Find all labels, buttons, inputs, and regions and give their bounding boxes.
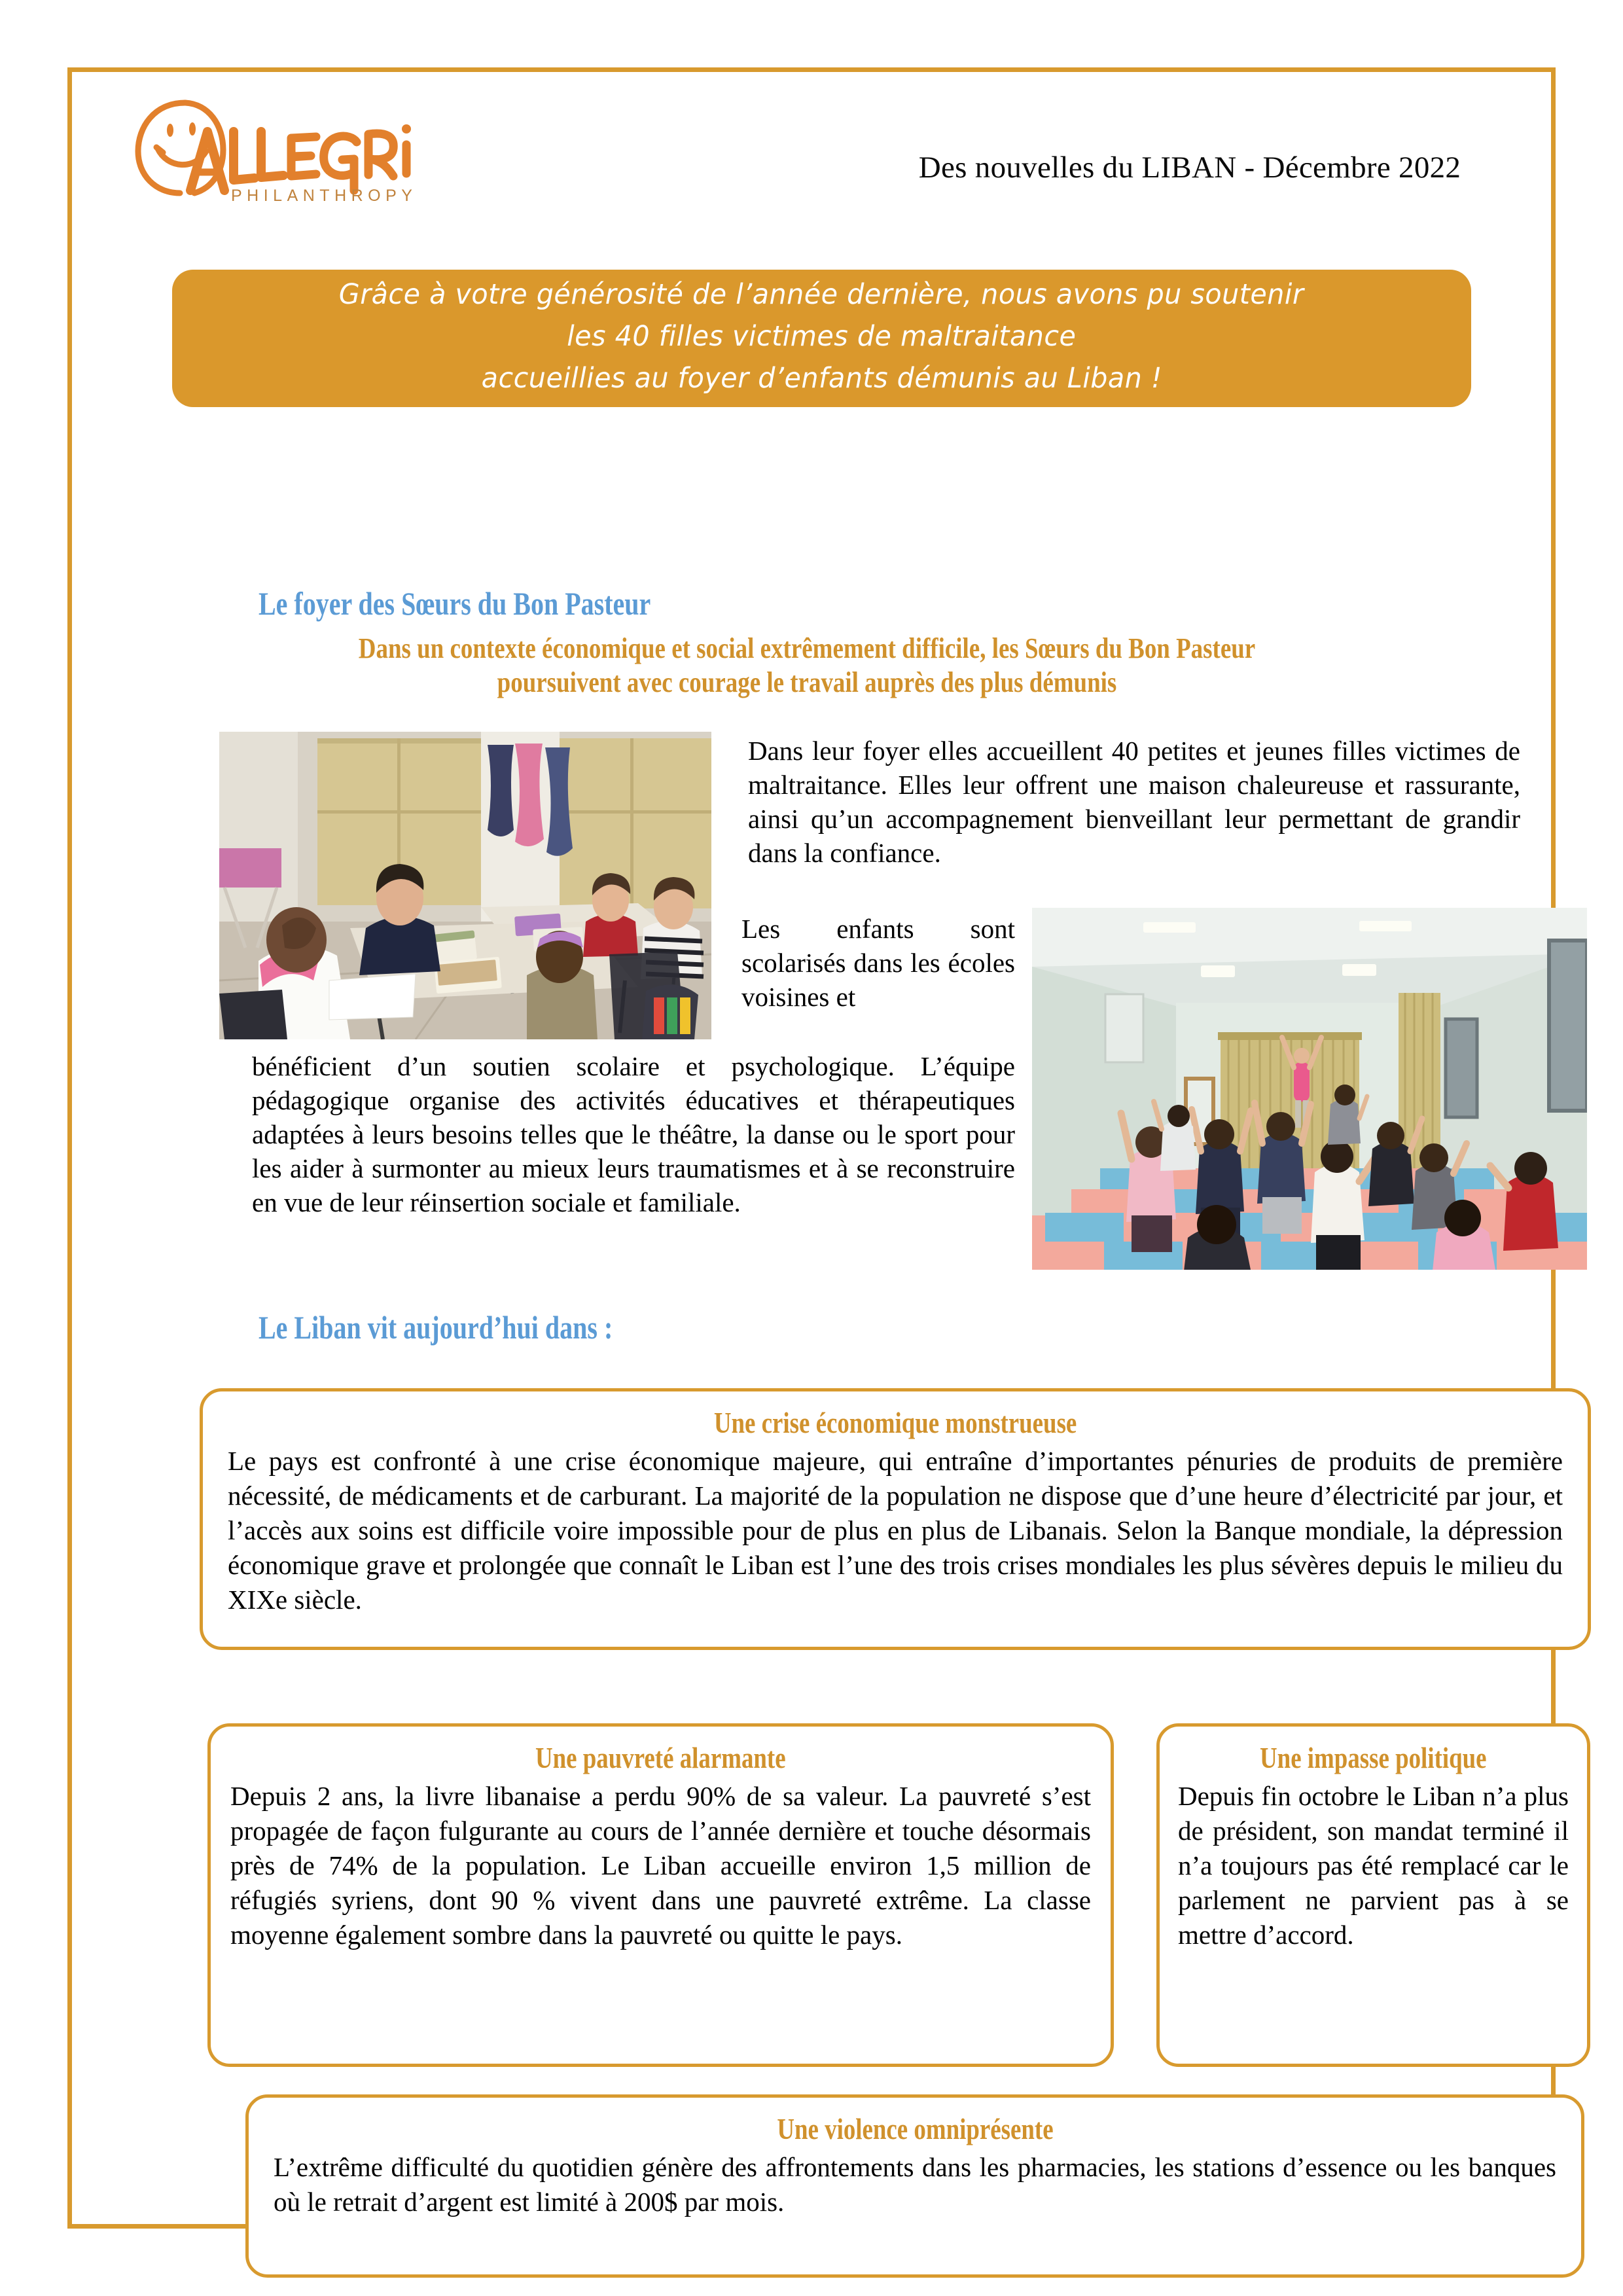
box-violence-title: Une violence omniprésente (776, 2113, 1054, 2145)
logo-tagline: PHILANTHROPY (231, 187, 418, 202)
box-pauvrete-title: Une pauvreté alarmante (535, 1742, 786, 1774)
page-title: Des nouvelles du LIBAN - Décembre 2022 (918, 151, 1461, 185)
box-violence-body: L’extrême difficulté du quotidien génère des affrontements dans les pharmacies, les stations d’essence ou les banques où le retrait d’argent est limité à 200$ par mois. (274, 2152, 1556, 2217)
box-violence-omnipresente (245, 2094, 1584, 2278)
box-pauvrete-body: Depuis 2 ans, la livre libanaise a perdu 90% de sa valeur. La pauvreté s’est propagée de façon fulgurante au cours de l’année dernière et touche désormais près de 74% de la population. Le Liban accueille environ 1,5 million de réfugiés syriens, dont 90 % vivent dans une pauvreté extrême. La classe moyenne également sombre dans la pauvreté ou quitte le pays. (230, 1781, 1091, 1950)
subheading-line-1: Dans un contexte économique et social extrêmement difficile, les Sœurs du Bon Pasteur (358, 632, 1256, 664)
box-pauvrete-alarmante (207, 1723, 1114, 2067)
document-header (67, 67, 1556, 202)
subheading-line-2: poursuivent avec courage le travail auprès des plus démunis (497, 666, 1117, 698)
banner-line-2: les 40 filles victimes de maltraitance (567, 320, 1077, 353)
photo-study-room (219, 732, 711, 1039)
box-crise-body: Le pays est confronté à une crise économique majeure, qui entraîne d’importantes pénuries de produits de première nécessité, de médicaments et de carburant. La majorité de la population ne dispose que d’une heure d’électricité par jour, et l’accès aux soins est difficile voire impossible pour de plus en plus de Libanais. Selon la Banque mondiale, la dépression économique grave et prolongée que connaît le Liban est l’une des trois crises mondiales les plus sévères depuis le milieu du XIXe siècle. (228, 1446, 1563, 1615)
section-subheading-foyer (67, 632, 1546, 700)
paragraph-foyer-1: Dans leur foyer elles accueillent 40 petites et jeunes filles victimes de maltraitance. Elles leur offrent une maison chaleureuse et rassurante, ainsi qu’un accompagnement bienveillant leur permettant de grandir dans la confiance. (748, 736, 1520, 868)
paragraph-foyer-2-start: Les enfants sont scolarisés dans les écoles voisines et (741, 914, 1015, 1012)
donation-thanks-banner (172, 270, 1471, 407)
page-content (67, 67, 1569, 2229)
banner-line-1: Grâce à votre générosité de l’année dernière, nous avons pu soutenir (339, 278, 1304, 311)
banner-line-3: accueillies au foyer d’enfants démunis au Liban ! (481, 362, 1162, 395)
allegri-logo (126, 91, 467, 202)
box-impasse-politique (1156, 1723, 1590, 2067)
box-crise-title: Une crise économique monstrueuse (713, 1407, 1077, 1439)
photo-dance-class (1032, 908, 1587, 1270)
box-impasse-title: Une impasse politique (1260, 1742, 1487, 1774)
box-impasse-body: Depuis fin octobre le Liban n’a plus de président, son mandat terminé il n’a toujours pas été remplacé car le parlement ne parvient pas à se mettre d’accord. (1178, 1781, 1569, 1950)
box-crise-economique (200, 1388, 1591, 1650)
section-heading-foyer: Le foyer des Sœurs du Bon Pasteur (259, 585, 651, 622)
section-heading-liban: Le Liban vit aujourd’hui dans : (259, 1309, 613, 1346)
paragraph-foyer-2-rest: bénéficient d’un soutien scolaire et psychologique. L’équipe pédagogique organise des activités éducatives et thérapeutiques adaptées à leurs besoins telles que le théâtre, la danse ou le sport pour les aider à surmonter au mieux leurs traumatismes et à se reconstruire en vue de leur réinsertion sociale et familiale. (252, 1051, 1015, 1217)
